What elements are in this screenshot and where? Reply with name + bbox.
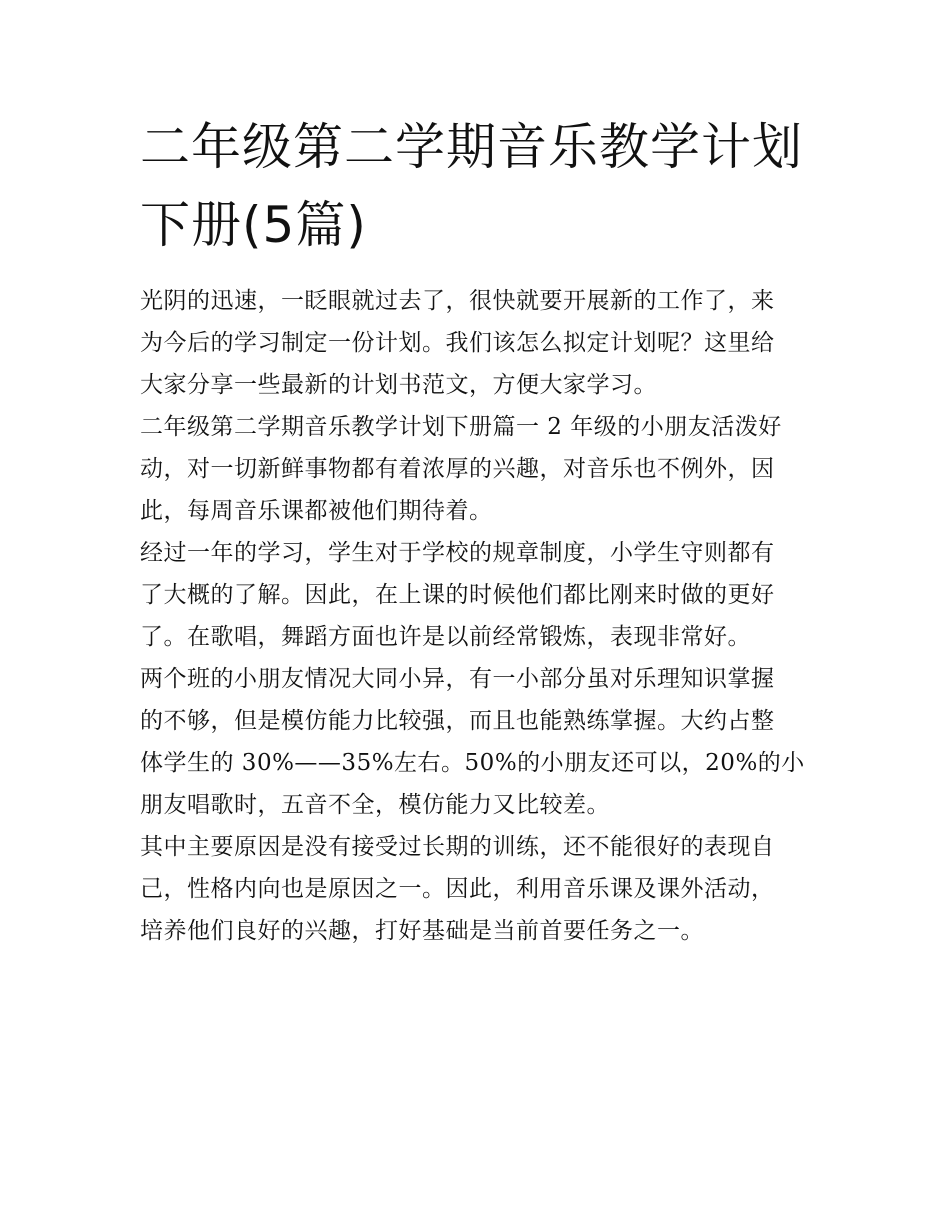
text-line: 朋友唱歌时，五音不全，模仿能力又比较差。 (140, 792, 610, 818)
paragraph-learning-progress (140, 532, 820, 658)
paragraph-class-situation (140, 658, 820, 826)
text-line: 的不够，但是模仿能力比较强，而且也能熟练掌握。大约占整 (140, 708, 775, 734)
text-line: 了大概的了解。因此，在上课的时候他们都比刚来时做的更好 (140, 582, 775, 608)
text-line: 大家分享一些最新的计划书范文，方便大家学习。 (140, 372, 657, 398)
text-line: 光阴的迅速，一眨眼就过去了，很快就要开展新的工作了，来 (140, 288, 775, 314)
document-body (140, 280, 820, 952)
title-line: 二年级第二学期音乐教学计划 (140, 118, 803, 176)
text-line: 培养他们良好的兴趣，打好基础是当前首要任务之一。 (140, 918, 704, 944)
text-line: 了。在歌唱，舞蹈方面也许是以前经常锻炼，表现非常好。 (140, 624, 751, 650)
text-line: 此，每周音乐课都被他们期待着。 (140, 498, 493, 524)
text-line: 体学生的 30%——35%左右。50%的小朋友还可以，20%的小 (140, 750, 805, 776)
paragraph-article-one-intro (140, 406, 820, 532)
text-line: 其中主要原因是没有接受过长期的训练，还不能很好的表现自 (140, 834, 775, 860)
paragraph-intro (140, 280, 820, 406)
text-line: 为今后的学习制定一份计划。我们该怎么拟定计划呢？这里给 (140, 330, 775, 356)
text-line: 两个班的小朋友情况大同小异，有一小部分虽对乐理知识掌握 (140, 666, 775, 692)
text-line: 动，对一切新鲜事物都有着浓厚的兴趣，对音乐也不例外，因 (140, 456, 775, 482)
text-line: 二年级第二学期音乐教学计划下册篇一 2 年级的小朋友活泼好 (140, 414, 782, 440)
title-line: 下册(5篇) (140, 196, 367, 254)
text-line: 经过一年的学习，学生对于学校的规章制度，小学生守则都有 (140, 540, 775, 566)
paragraph-main-reasons (140, 826, 820, 952)
text-line: 己，性格内向也是原因之一。因此，利用音乐课及课外活动， (140, 876, 775, 902)
document-title (140, 108, 820, 264)
